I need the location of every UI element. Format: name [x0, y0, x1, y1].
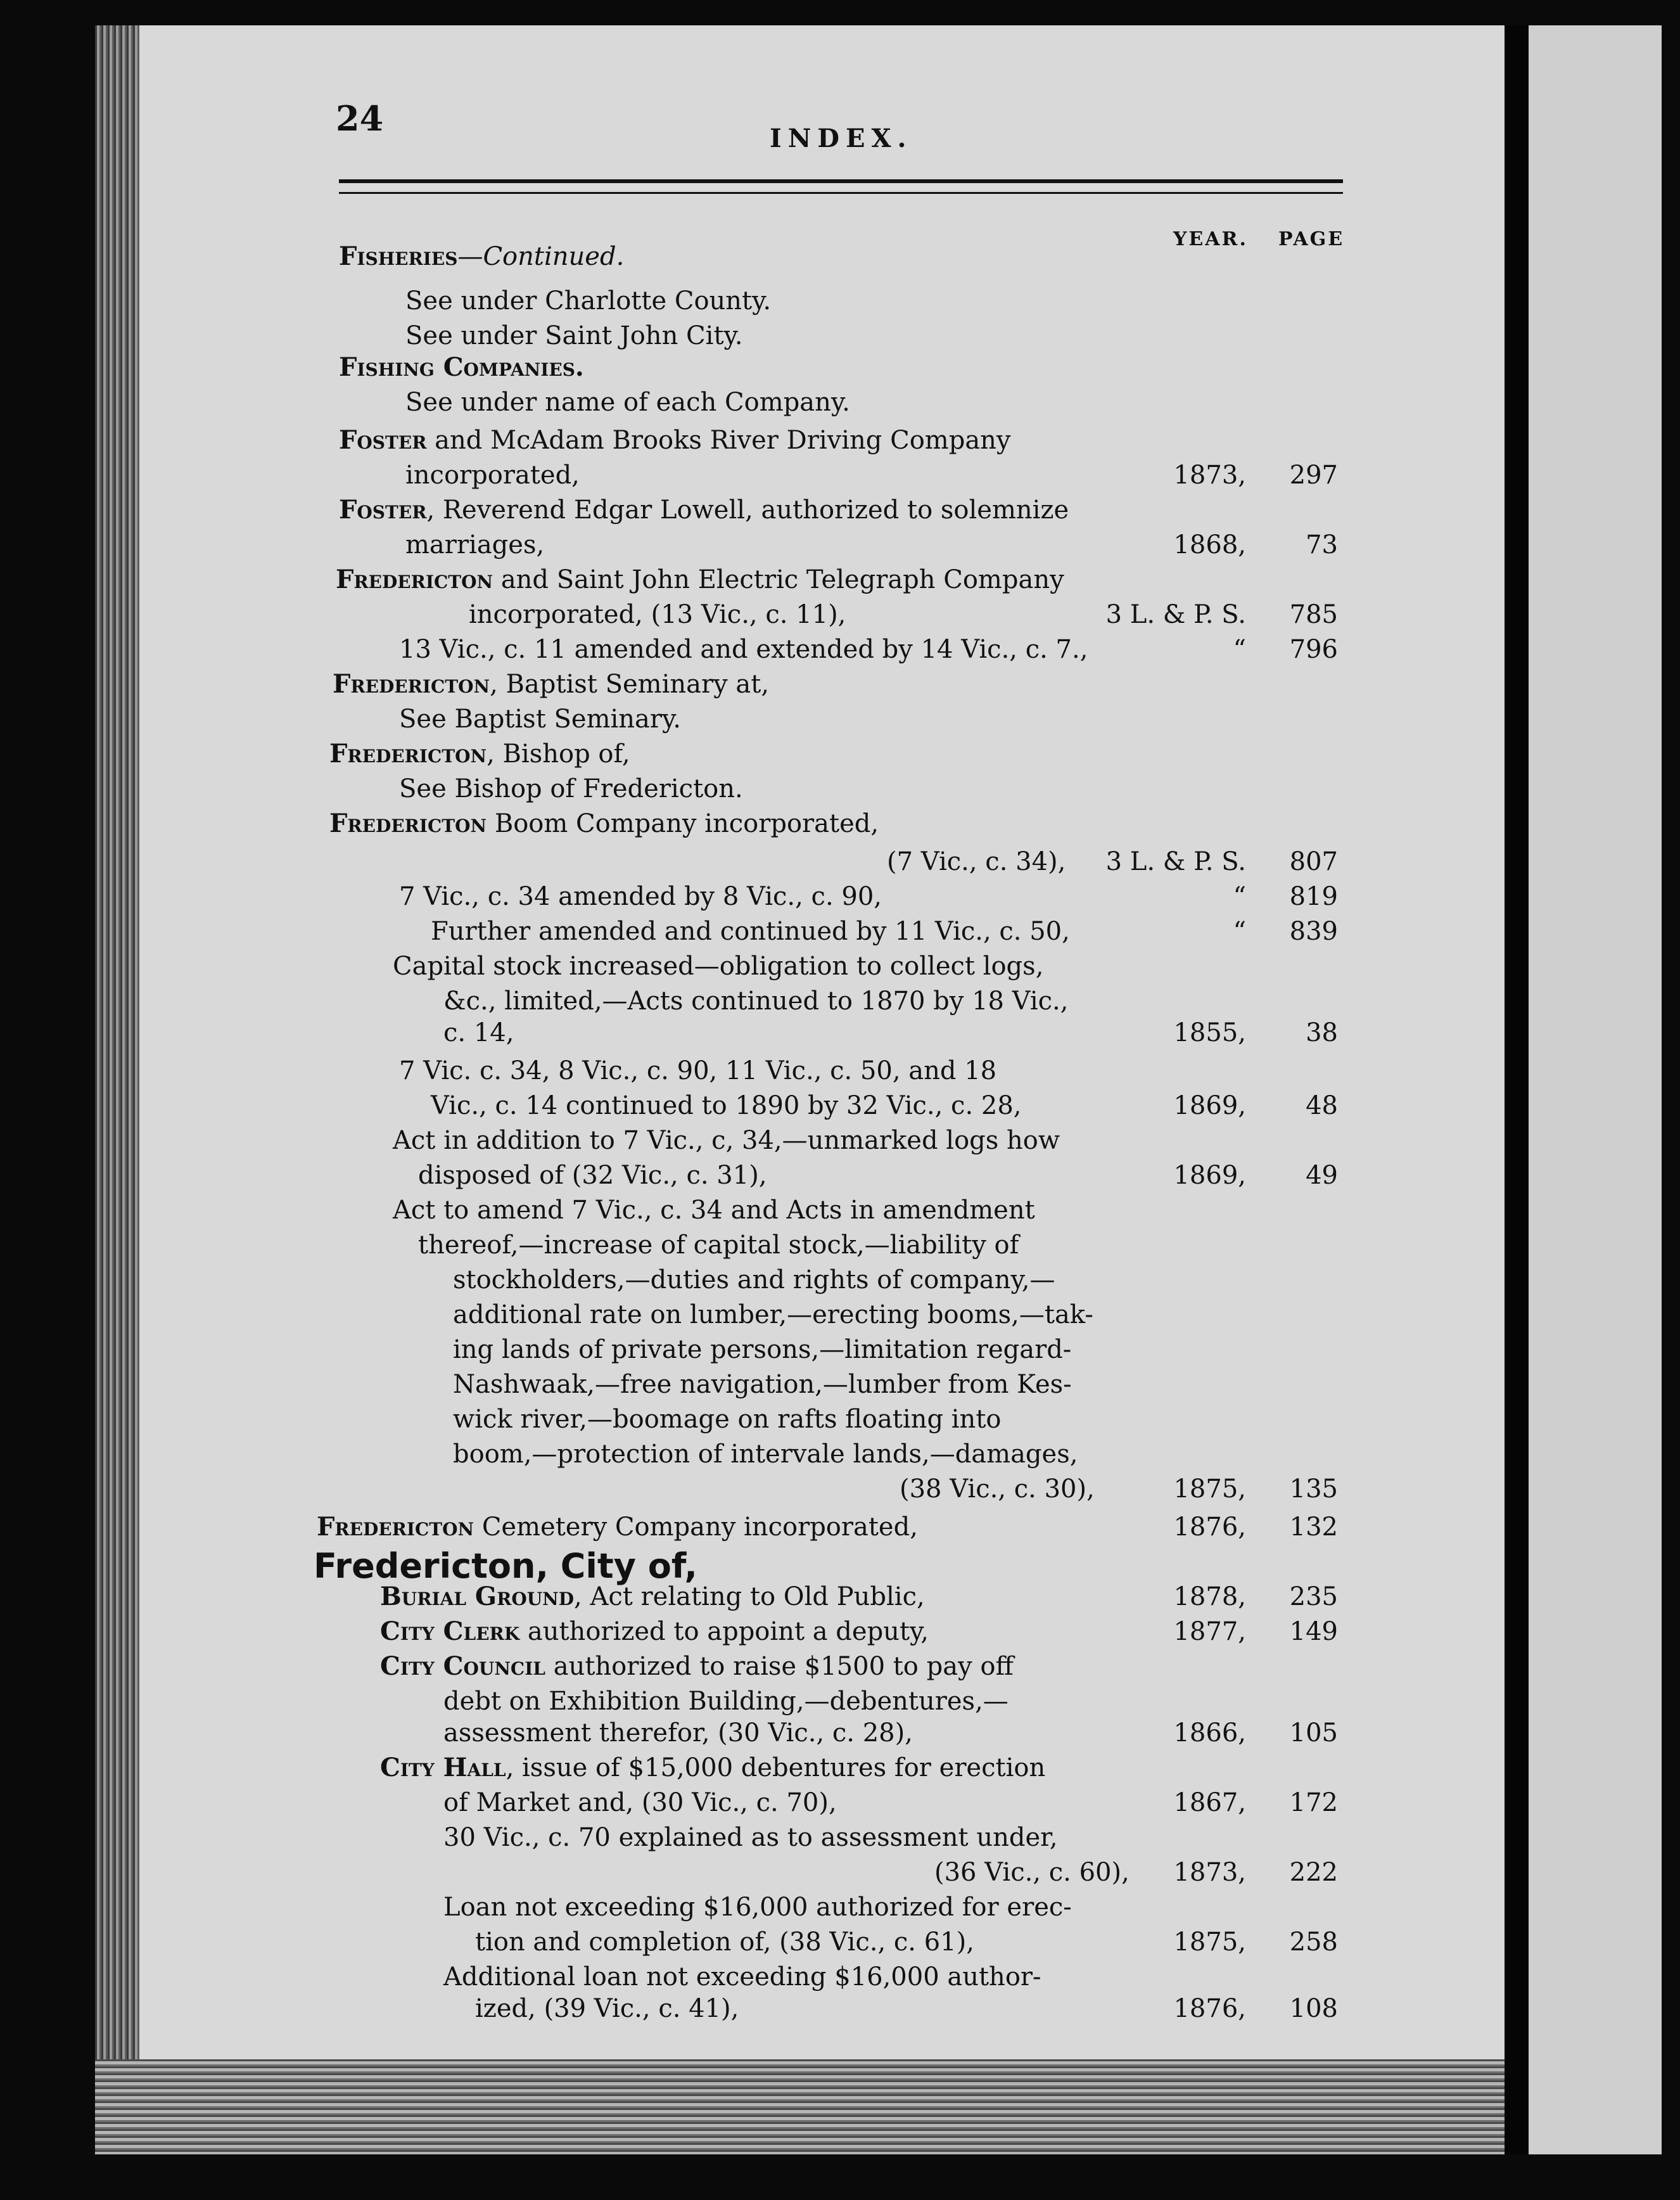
entry-year: 1876, — [1173, 1994, 1246, 2023]
index-line — [475, 1929, 974, 1955]
entry-text: authorized to raise $1500 to pay off — [545, 1652, 1014, 1681]
entry-page: 132 — [1289, 1512, 1338, 1542]
book-gutter — [1505, 25, 1529, 2154]
entry-text: ing lands of private persons,—limitation regard- — [453, 1335, 1072, 1364]
entry-year: 1877, — [1173, 1617, 1246, 1646]
entry-text: marriages, — [405, 530, 545, 560]
entry-text: Loan not exceeding $16,000 authorized for erec- — [443, 1893, 1072, 1922]
index-line — [405, 323, 743, 349]
index-line — [443, 1720, 913, 1746]
entry-text: 30 Vic., c. 70 explained as to assessment under, — [443, 1823, 1058, 1852]
entry-text: wick river,—boomage on rafts floating into — [453, 1405, 1002, 1434]
facing-page-sliver — [1529, 25, 1662, 2154]
entry-page: 839 — [1289, 917, 1338, 946]
entry-text: of Market and, (30 Vic., c. 70), — [443, 1788, 837, 1817]
entry-text: stockholders,—duties and rights of company,— — [453, 1265, 1055, 1295]
index-line — [393, 954, 1043, 979]
index-line — [399, 884, 882, 909]
entry-year: 1876, — [1173, 1512, 1246, 1542]
entry-text: Cemetery Company incorporated, — [474, 1512, 918, 1542]
entry-heading: Fredericton — [317, 1512, 474, 1542]
entry-text: thereof,—increase of capital stock,—liability of — [418, 1231, 1019, 1260]
index-line — [380, 1755, 1045, 1781]
entry-text: debt on Exhibition Building,—debentures,— — [443, 1687, 1009, 1716]
header-rule-thin — [339, 192, 1343, 194]
entry-text: c. 14, — [443, 1018, 514, 1047]
index-line — [339, 352, 584, 382]
entry-text: and McAdam Brooks River Driving Company — [426, 426, 1011, 455]
index-line — [329, 741, 630, 767]
entry-year: “ — [1233, 635, 1246, 664]
index-line — [405, 463, 580, 488]
entry-text: boom,—protection of intervale lands,—damages, — [453, 1440, 1078, 1469]
index-line — [443, 1790, 837, 1815]
index-line — [453, 1372, 1072, 1397]
index-line — [418, 1163, 767, 1188]
index-line — [900, 1476, 1095, 1502]
entry-text: See under Saint John City. — [405, 321, 743, 350]
entry-text: disposed of (32 Vic., c. 31), — [418, 1161, 767, 1190]
index-line — [453, 1407, 1001, 1432]
index-line — [399, 707, 681, 732]
entry-heading: Fredericton — [333, 669, 490, 699]
entry-heading: Foster — [339, 425, 427, 455]
entry-heading: City Clerk — [380, 1616, 520, 1646]
index-line — [399, 1058, 996, 1084]
entry-text: authorized to appoint a deputy, — [519, 1617, 929, 1646]
index-line — [453, 1267, 1055, 1293]
entry-text: See under Charlotte County. — [405, 286, 772, 316]
index-line — [336, 567, 1064, 592]
entry-year: 1875, — [1173, 1928, 1246, 1957]
entry-year: 1867, — [1173, 1788, 1246, 1817]
index-line — [333, 669, 770, 699]
entry-text: Capital stock increased—obligation to collect logs, — [393, 952, 1044, 981]
index-line — [453, 1302, 1093, 1327]
index-line — [453, 1442, 1078, 1467]
entry-heading: Fishing Companies. — [339, 352, 584, 382]
entry-page: 258 — [1289, 1928, 1338, 1957]
entry-text: &c., limited,—Acts continued to 1870 by 18 Vic., — [443, 987, 1069, 1016]
index-line — [339, 497, 1069, 523]
entry-text: incorporated, (13 Vic., c. 11), — [469, 600, 846, 629]
entry-text: Act in addition to 7 Vic., c, 34,—unmarked logs how — [393, 1126, 1060, 1155]
entry-year: 1866, — [1173, 1718, 1246, 1748]
index-line — [380, 1584, 925, 1609]
entry-text: , Act relating to Old Public, — [574, 1582, 925, 1611]
page-number: 24 — [336, 98, 384, 139]
running-head: INDEX. — [770, 124, 913, 153]
index-line — [418, 1232, 1019, 1258]
index-line — [469, 602, 846, 627]
index-line — [887, 849, 1066, 874]
entry-text: , Baptist Seminary at, — [490, 670, 770, 699]
header-rule — [339, 179, 1343, 183]
entry-year: 3 L. & P. S. — [1105, 847, 1246, 876]
index-line — [314, 1546, 697, 1586]
index-line — [934, 1860, 1130, 1885]
entry-year: 1869, — [1173, 1161, 1246, 1190]
entry-text: additional rate on lumber,—erecting booms,—tak- — [453, 1300, 1093, 1329]
year-column-heading: YEAR. — [1173, 228, 1248, 250]
page-stack-bottom-edge — [95, 2059, 1505, 2154]
entry-page: 108 — [1289, 1994, 1338, 2023]
entry-heading: City Hall — [380, 1753, 506, 1782]
entry-page: 48 — [1306, 1091, 1338, 1120]
entry-year: 1875, — [1173, 1474, 1246, 1504]
entry-year: 1878, — [1173, 1582, 1246, 1611]
index-line — [405, 288, 771, 314]
entry-text: , Reverend Edgar Lowell, authorized to solemnize — [426, 496, 1069, 525]
page-column-heading: PAGE — [1278, 228, 1345, 250]
index-line — [399, 637, 1088, 662]
entry-text: (38 Vic., c. 30), — [900, 1474, 1095, 1504]
entry-page: 297 — [1289, 461, 1338, 490]
entry-heading: Fredericton — [329, 739, 487, 769]
entry-year: 1855, — [1173, 1018, 1246, 1047]
entry-year: 3 L. & P. S. — [1105, 600, 1246, 629]
entry-text: Nashwaak,—free navigation,—lumber from Kes- — [453, 1370, 1072, 1399]
entry-page: 172 — [1289, 1788, 1338, 1817]
entry-heading: Fredericton — [336, 565, 493, 594]
entry-text: Further amended and continued by 11 Vic., c. 50, — [431, 917, 1070, 946]
entry-text: See Baptist Seminary. — [399, 705, 682, 734]
entry-year: “ — [1233, 917, 1246, 946]
entry-text: See under name of each Company. — [405, 388, 850, 417]
index-line — [380, 1616, 929, 1646]
entry-year: 1873, — [1173, 461, 1246, 490]
index-line — [399, 776, 743, 802]
index-line — [443, 1895, 1072, 1920]
entry-text: See Bishop of Fredericton. — [399, 774, 743, 803]
entry-page: 149 — [1289, 1617, 1338, 1646]
entry-page: 105 — [1289, 1718, 1338, 1748]
index-line — [443, 1020, 514, 1046]
index-line — [443, 1689, 1009, 1714]
entry-text: 7 Vic., c. 34 amended by 8 Vic., c. 90, — [399, 882, 882, 911]
entry-page: 73 — [1306, 530, 1338, 560]
entry-page: 222 — [1289, 1858, 1338, 1887]
entry-text: , Bishop of, — [487, 739, 630, 769]
index-line — [405, 532, 544, 558]
entry-heading: Burial Ground — [380, 1582, 575, 1611]
index-line — [443, 1964, 1041, 1990]
index-line — [380, 1651, 1014, 1681]
entry-text: Boom Company incorporated, — [487, 809, 879, 838]
entry-year: “ — [1233, 882, 1246, 911]
entry-text: and Saint John Electric Telegraph Company — [493, 565, 1064, 594]
entry-text: assessment therefor, (30 Vic., c. 28), — [443, 1718, 913, 1748]
entry-heading: City Council — [380, 1651, 545, 1681]
entry-page: 49 — [1306, 1161, 1338, 1190]
entry-text: —Continued. — [457, 242, 625, 271]
index-line — [431, 919, 1070, 944]
entry-text: , issue of $15,000 debentures for erection — [506, 1753, 1046, 1782]
entry-year: 1873, — [1173, 1858, 1246, 1887]
entry-text: ized, (39 Vic., c. 41), — [475, 1994, 739, 2023]
index-line — [475, 1996, 739, 2021]
index-line — [393, 1128, 1060, 1153]
entry-year: 1869, — [1173, 1091, 1246, 1120]
entry-page: 807 — [1289, 847, 1338, 876]
entry-page: 235 — [1289, 1582, 1338, 1611]
entry-page: 796 — [1289, 635, 1338, 664]
index-line — [443, 988, 1068, 1014]
entry-text: (7 Vic., c. 34), — [887, 847, 1066, 876]
entry-text: Vic., c. 14 continued to 1890 by 32 Vic., c. 28, — [431, 1091, 1022, 1120]
index-line — [443, 1825, 1058, 1850]
index-line — [339, 425, 1011, 455]
entry-page: 819 — [1289, 882, 1338, 911]
entry-text: Act to amend 7 Vic., c. 34 and Acts in amendment — [393, 1196, 1035, 1225]
index-line — [329, 811, 879, 836]
entry-heading: Fisheries — [339, 241, 458, 271]
entry-heading: Fredericton — [329, 809, 487, 838]
entry-text: 13 Vic., c. 11 amended and extended by 14 Vic., c. 7., — [399, 635, 1088, 664]
entry-page: 135 — [1289, 1474, 1338, 1504]
entry-text: incorporated, — [405, 461, 580, 490]
index-line — [339, 241, 625, 271]
entry-page: 785 — [1289, 600, 1338, 629]
entry-text: 7 Vic. c. 34, 8 Vic., c. 90, 11 Vic., c. 50, and 18 — [399, 1056, 997, 1085]
index-line — [453, 1337, 1071, 1362]
entry-heading: Fredericton, City of, — [314, 1546, 697, 1586]
index-line — [393, 1198, 1035, 1223]
index-line — [431, 1093, 1021, 1118]
entry-text: (36 Vic., c. 60), — [934, 1858, 1130, 1887]
entry-text: Additional loan not exceeding $16,000 author- — [443, 1962, 1041, 1992]
entry-year: 1868, — [1173, 530, 1246, 560]
entry-page: 38 — [1306, 1018, 1338, 1047]
page-stack-left-edge — [95, 25, 139, 2154]
entry-heading: Foster — [339, 495, 427, 525]
entry-text: tion and completion of, (38 Vic., c. 61), — [475, 1928, 974, 1957]
index-line — [405, 390, 850, 415]
index-line — [317, 1514, 918, 1540]
